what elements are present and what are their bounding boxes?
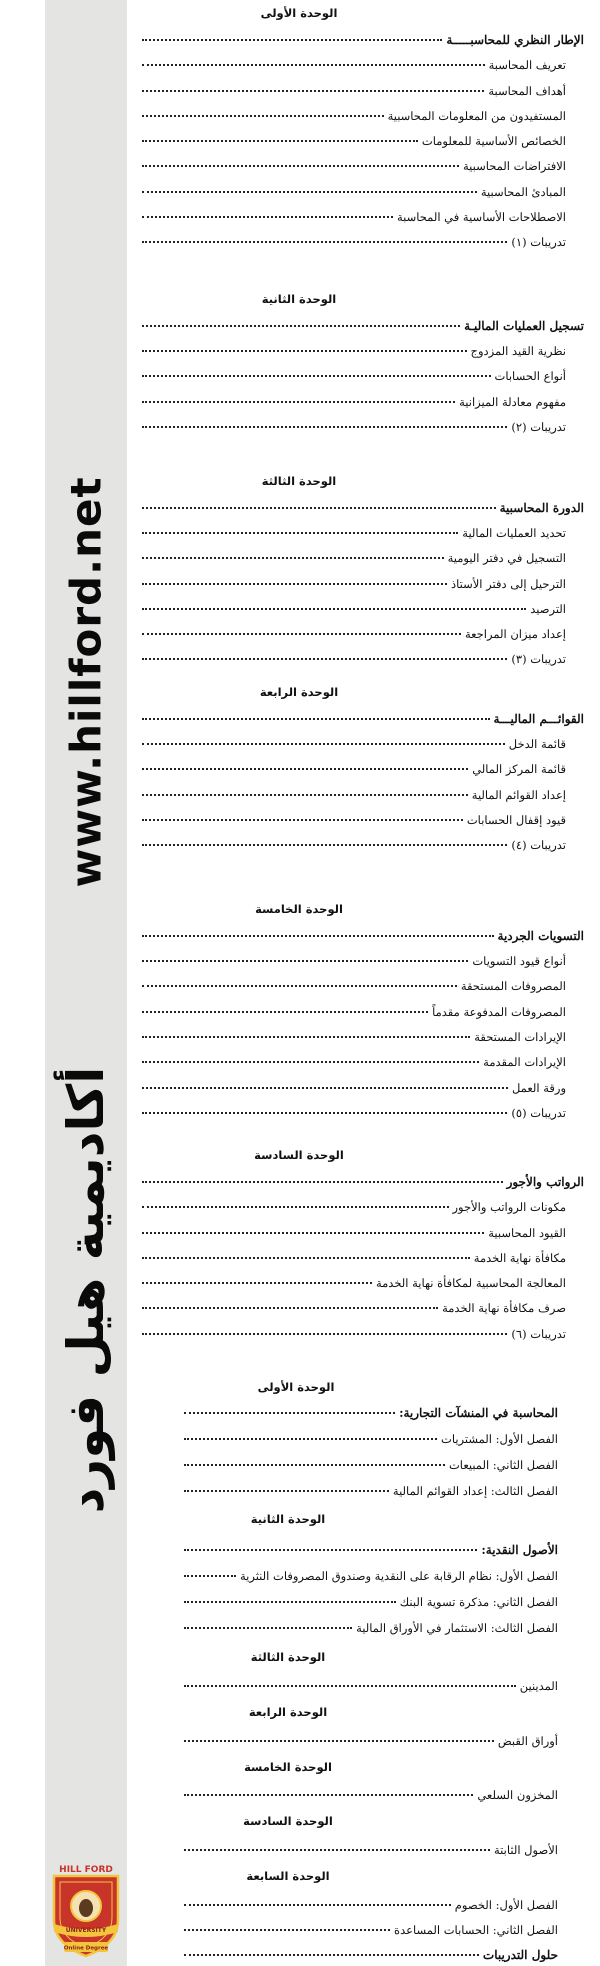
- unit-title: الوحدة السادسة: [254, 1148, 344, 1162]
- toc-entry[interactable]: تدريبات (٢): [138, 419, 566, 435]
- toc-entry[interactable]: إعداد ميزان المراجعة: [138, 626, 566, 642]
- toc-entry[interactable]: القيود المحاسبية: [138, 1225, 566, 1241]
- toc-entry[interactable]: التسجيل في دفتر اليومية: [138, 550, 566, 566]
- toc-entry[interactable]: المدينين: [180, 1678, 558, 1694]
- toc-entry[interactable]: المصروفات المستحقة: [138, 978, 566, 994]
- toc-entry[interactable]: الفصل الأول: الخصوم: [180, 1897, 558, 1913]
- toc-entry[interactable]: الفصل الثاني: مذكرة تسوية البنك: [180, 1594, 558, 1610]
- toc-entry[interactable]: الاصطلاحات الأساسية في المحاسبة: [138, 209, 566, 225]
- toc-entry[interactable]: المبادئ المحاسبية: [138, 184, 566, 200]
- toc-entry[interactable]: الفصل الأول: نظام الرقابة على النقدية وصندوق المصروفات النثرية: [180, 1568, 558, 1584]
- toc-entry[interactable]: تعريف المحاسبة: [138, 57, 566, 73]
- toc-entry[interactable]: مفهوم معادلة الميزانية: [138, 394, 566, 410]
- toc-entry[interactable]: الإطار النظري للمحاسبـــــة: [138, 32, 584, 48]
- toc-entry[interactable]: الفصل الثالث: إعداد القوائم المالية: [180, 1483, 558, 1499]
- logo-badge-text: Online Degree: [63, 1945, 109, 1952]
- unit-title: الوحدة الثانية: [250, 1512, 326, 1526]
- unit-title: الوحدة الأولى: [257, 1380, 335, 1394]
- toc-entry[interactable]: قائمة الدخل: [138, 736, 566, 752]
- toc-entry[interactable]: الأصول النقدية:: [180, 1542, 558, 1558]
- toc-entry[interactable]: الفصل الثاني: المبيعات: [180, 1457, 558, 1473]
- toc-entry[interactable]: تسجيل العمليات الماليـة: [138, 318, 584, 334]
- toc-entry[interactable]: الفصل الثاني: الحسابات المساعدة: [180, 1922, 558, 1938]
- toc-entry[interactable]: تدريبات (٤): [138, 837, 566, 853]
- sidebar: [45, 0, 127, 1966]
- website-url: www.hillford.net: [61, 476, 111, 888]
- unit-title: الوحدة الأولى: [260, 6, 338, 20]
- unit-title: الوحدة الثالثة: [261, 474, 337, 488]
- logo-top-text: HILL FORD: [59, 1865, 113, 1875]
- toc-entry[interactable]: أنواع الحسابات: [138, 368, 566, 384]
- toc-entry[interactable]: تحديد العمليات المالية: [138, 525, 566, 541]
- toc-entry[interactable]: أنواع قيود التسويات: [138, 953, 566, 969]
- toc-entry[interactable]: الافتراضات المحاسبية: [138, 158, 566, 174]
- unit-title: الوحدة الرابعة: [259, 685, 339, 699]
- toc-entry[interactable]: تدريبات (٣): [138, 651, 566, 667]
- toc-entry[interactable]: تدريبات (١): [138, 234, 566, 250]
- toc-entry[interactable]: حلول التدريبات: [180, 1947, 558, 1963]
- toc-entry[interactable]: أوراق القبض: [180, 1733, 558, 1749]
- toc-entry[interactable]: مكونات الرواتب والأجور: [138, 1199, 566, 1215]
- toc-entry[interactable]: الترصيد: [138, 601, 566, 617]
- unit-title: الوحدة الخامسة: [244, 1760, 332, 1774]
- unit-title: الوحدة الثالثة: [250, 1650, 326, 1664]
- unit-title: الوحدة الخامسة: [255, 902, 343, 916]
- toc-entry[interactable]: قائمة المركز المالي: [138, 761, 566, 777]
- toc-entry[interactable]: الإيرادات المستحقة: [138, 1029, 566, 1045]
- toc-entry[interactable]: المخزون السلعي: [180, 1787, 558, 1803]
- unit-title: الوحدة السابعة: [246, 1869, 330, 1883]
- toc-entry[interactable]: إعداد القوائم المالية: [138, 787, 566, 803]
- toc-entry[interactable]: الدورة المحاسبية: [138, 500, 584, 516]
- toc-entry[interactable]: الإيرادات المقدمة: [138, 1054, 566, 1070]
- toc-entry[interactable]: الترحيل إلى دفتر الأستاذ: [138, 576, 566, 592]
- toc-entry[interactable]: الفصل الثالث: الاستثمار في الأوراق المالية: [180, 1620, 558, 1636]
- logo-ribbon-text: UNIVERSITY: [65, 1927, 107, 1934]
- toc-entry[interactable]: أهداف المحاسبة: [138, 83, 566, 99]
- toc-entry[interactable]: تدريبات (٦): [138, 1326, 566, 1342]
- toc-entry[interactable]: المعالجة المحاسبية لمكافأة نهاية الخدمة: [138, 1275, 566, 1291]
- toc-entry[interactable]: الخصائص الأساسية للمعلومات: [138, 133, 566, 149]
- toc-entry[interactable]: القوائـــم الماليـــة: [138, 711, 584, 727]
- toc-entry[interactable]: المستفيدون من المعلومات المحاسبية: [138, 108, 566, 124]
- unit-title: الوحدة السادسة: [243, 1814, 333, 1828]
- academy-name: أكاديمية هيل فورد: [57, 1066, 115, 1514]
- toc-entry[interactable]: الأصول الثابتة: [180, 1842, 558, 1858]
- toc-entry[interactable]: المحاسبة في المنشآت التجارية:: [180, 1405, 558, 1421]
- toc-entry[interactable]: التسويات الجردية: [138, 928, 584, 944]
- toc-entry[interactable]: صرف مكافأة نهاية الخدمة: [138, 1300, 566, 1316]
- toc-entry[interactable]: الرواتب والأجور: [138, 1174, 584, 1190]
- toc-entry[interactable]: ورقة العمل: [138, 1080, 566, 1096]
- toc-entry[interactable]: تدريبات (٥): [138, 1105, 566, 1121]
- toc-entry[interactable]: نظرية القيد المزدوج: [138, 343, 566, 359]
- unit-title: الوحدة الثانية: [261, 292, 337, 306]
- toc-entry[interactable]: مكافأة نهاية الخدمة: [138, 1250, 566, 1266]
- unit-title: الوحدة الرابعة: [248, 1705, 328, 1719]
- hill-ford-logo: [46, 1858, 126, 1958]
- table-of-contents: [128, 0, 588, 1966]
- toc-entry[interactable]: الفصل الأول: المشتريات: [180, 1431, 558, 1447]
- toc-entry[interactable]: قيود إقفال الحسابات: [138, 812, 566, 828]
- toc-entry[interactable]: المصروفات المدفوعة مقدماً: [138, 1004, 566, 1020]
